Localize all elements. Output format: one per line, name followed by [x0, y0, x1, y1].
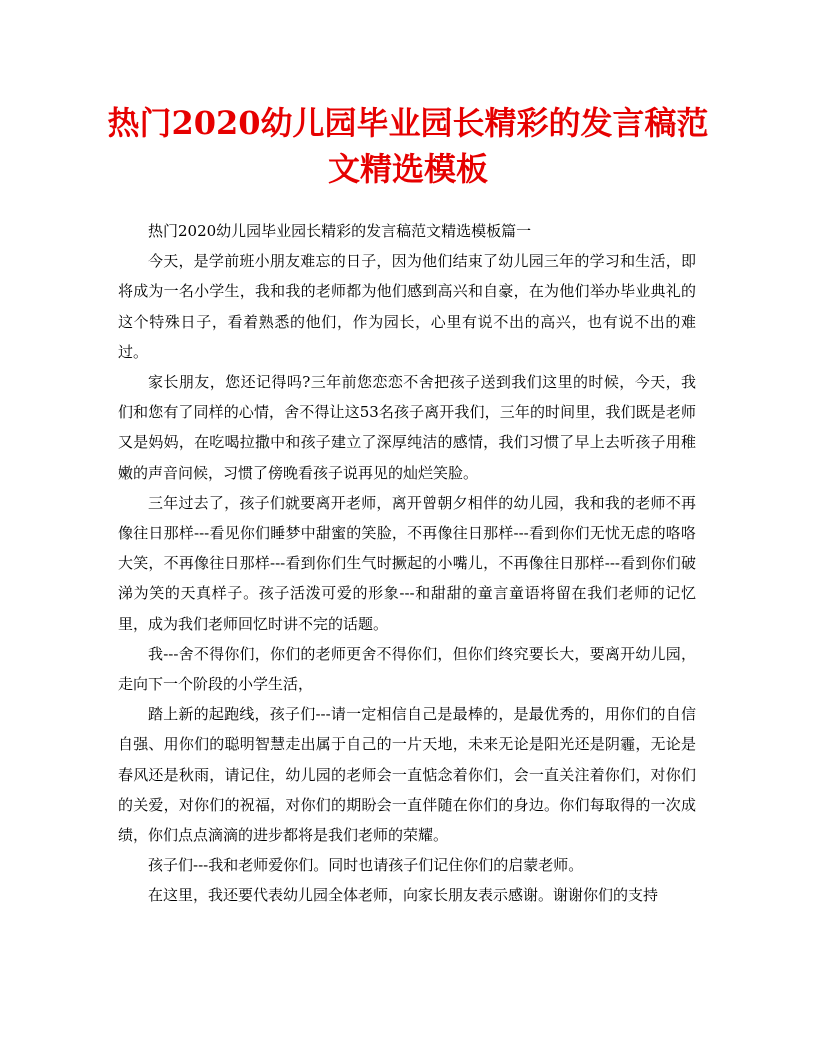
paragraph: 我---舍不得你们，你们的老师更舍不得你们，但你们终究要长大，要离开幼儿园，走向下一个阶段的小学生活， [118, 644, 696, 694]
document-title: 热门2020幼儿园毕业园长精彩的发言稿范文精选模板 [107, 104, 709, 188]
document-body [118, 216, 696, 911]
paragraph: 孩子们---我和老师爱你们。同时也请孩子们记住你们的启蒙老师。 [148, 856, 584, 875]
paragraph: 家长朋友，您还记得吗?三年前您恋恋不舍把孩子送到我们这里的时候，今天，我们和您有了同样的心情，舍不得让这53名孩子离开我们，三年的时间里，我们既是老师又是妈妈，在吃喝拉撒中和孩子建立了深厚纯洁的感情，我们习惯了早上去听孩子用稚嫩的声音问候，习惯了傍晚看孩子说再见的灿烂笑脸。 [118, 373, 696, 482]
paragraph: 今天，是学前班小朋友难忘的日子，因为他们结束了幼儿园三年的学习和生活，即将成为一名小学生，我和我的老师都为他们感到高兴和自豪，在为他们举办毕业典礼的这个特殊日子，看着熟悉的他们，作为园长，心里有说不出的高兴，也有说不出的难过。 [118, 252, 696, 361]
paragraph: 在这里，我还要代表幼儿园全体老师，向家长朋友表示感谢。谢谢你们的支持 [148, 886, 659, 905]
paragraph: 三年过去了，孩子们就要离开老师，离开曾朝夕相伴的幼儿园，我和我的老师不再像往日那样---看见你们睡梦中甜蜜的笑脸，不再像往日那样---看到你们无忧无虑的咯咯大笑，不再像往日那样---看到你们生气时撅起的小嘴儿，不再像往日那样---看到你们破涕为笑的天真样子。孩子活泼可爱的形象---和甜甜的童言童语将留在我们老师的记忆里，成为我们老师回忆时讲不完的话题。 [118, 493, 696, 633]
paragraph: 踏上新的起跑线，孩子们---请一定相信自己是最棒的，是最优秀的，用你们的自信自强、用你们的聪明智慧走出属于自己的一片天地，未来无论是阳光还是阴霾，无论是春风还是秋雨，请记住，幼儿园的老师会一直惦念着你们，会一直关注着你们，对你们的关爱，对你们的祝福，对你们的期盼会一直伴随在你们的身边。你们每取得的一次成绩，你们点点滴滴的进步都将是我们老师的荣耀。 [118, 705, 696, 845]
paragraph-section-heading: 热门2020幼儿园毕业园长精彩的发言稿范文精选模板篇一 [148, 222, 532, 240]
